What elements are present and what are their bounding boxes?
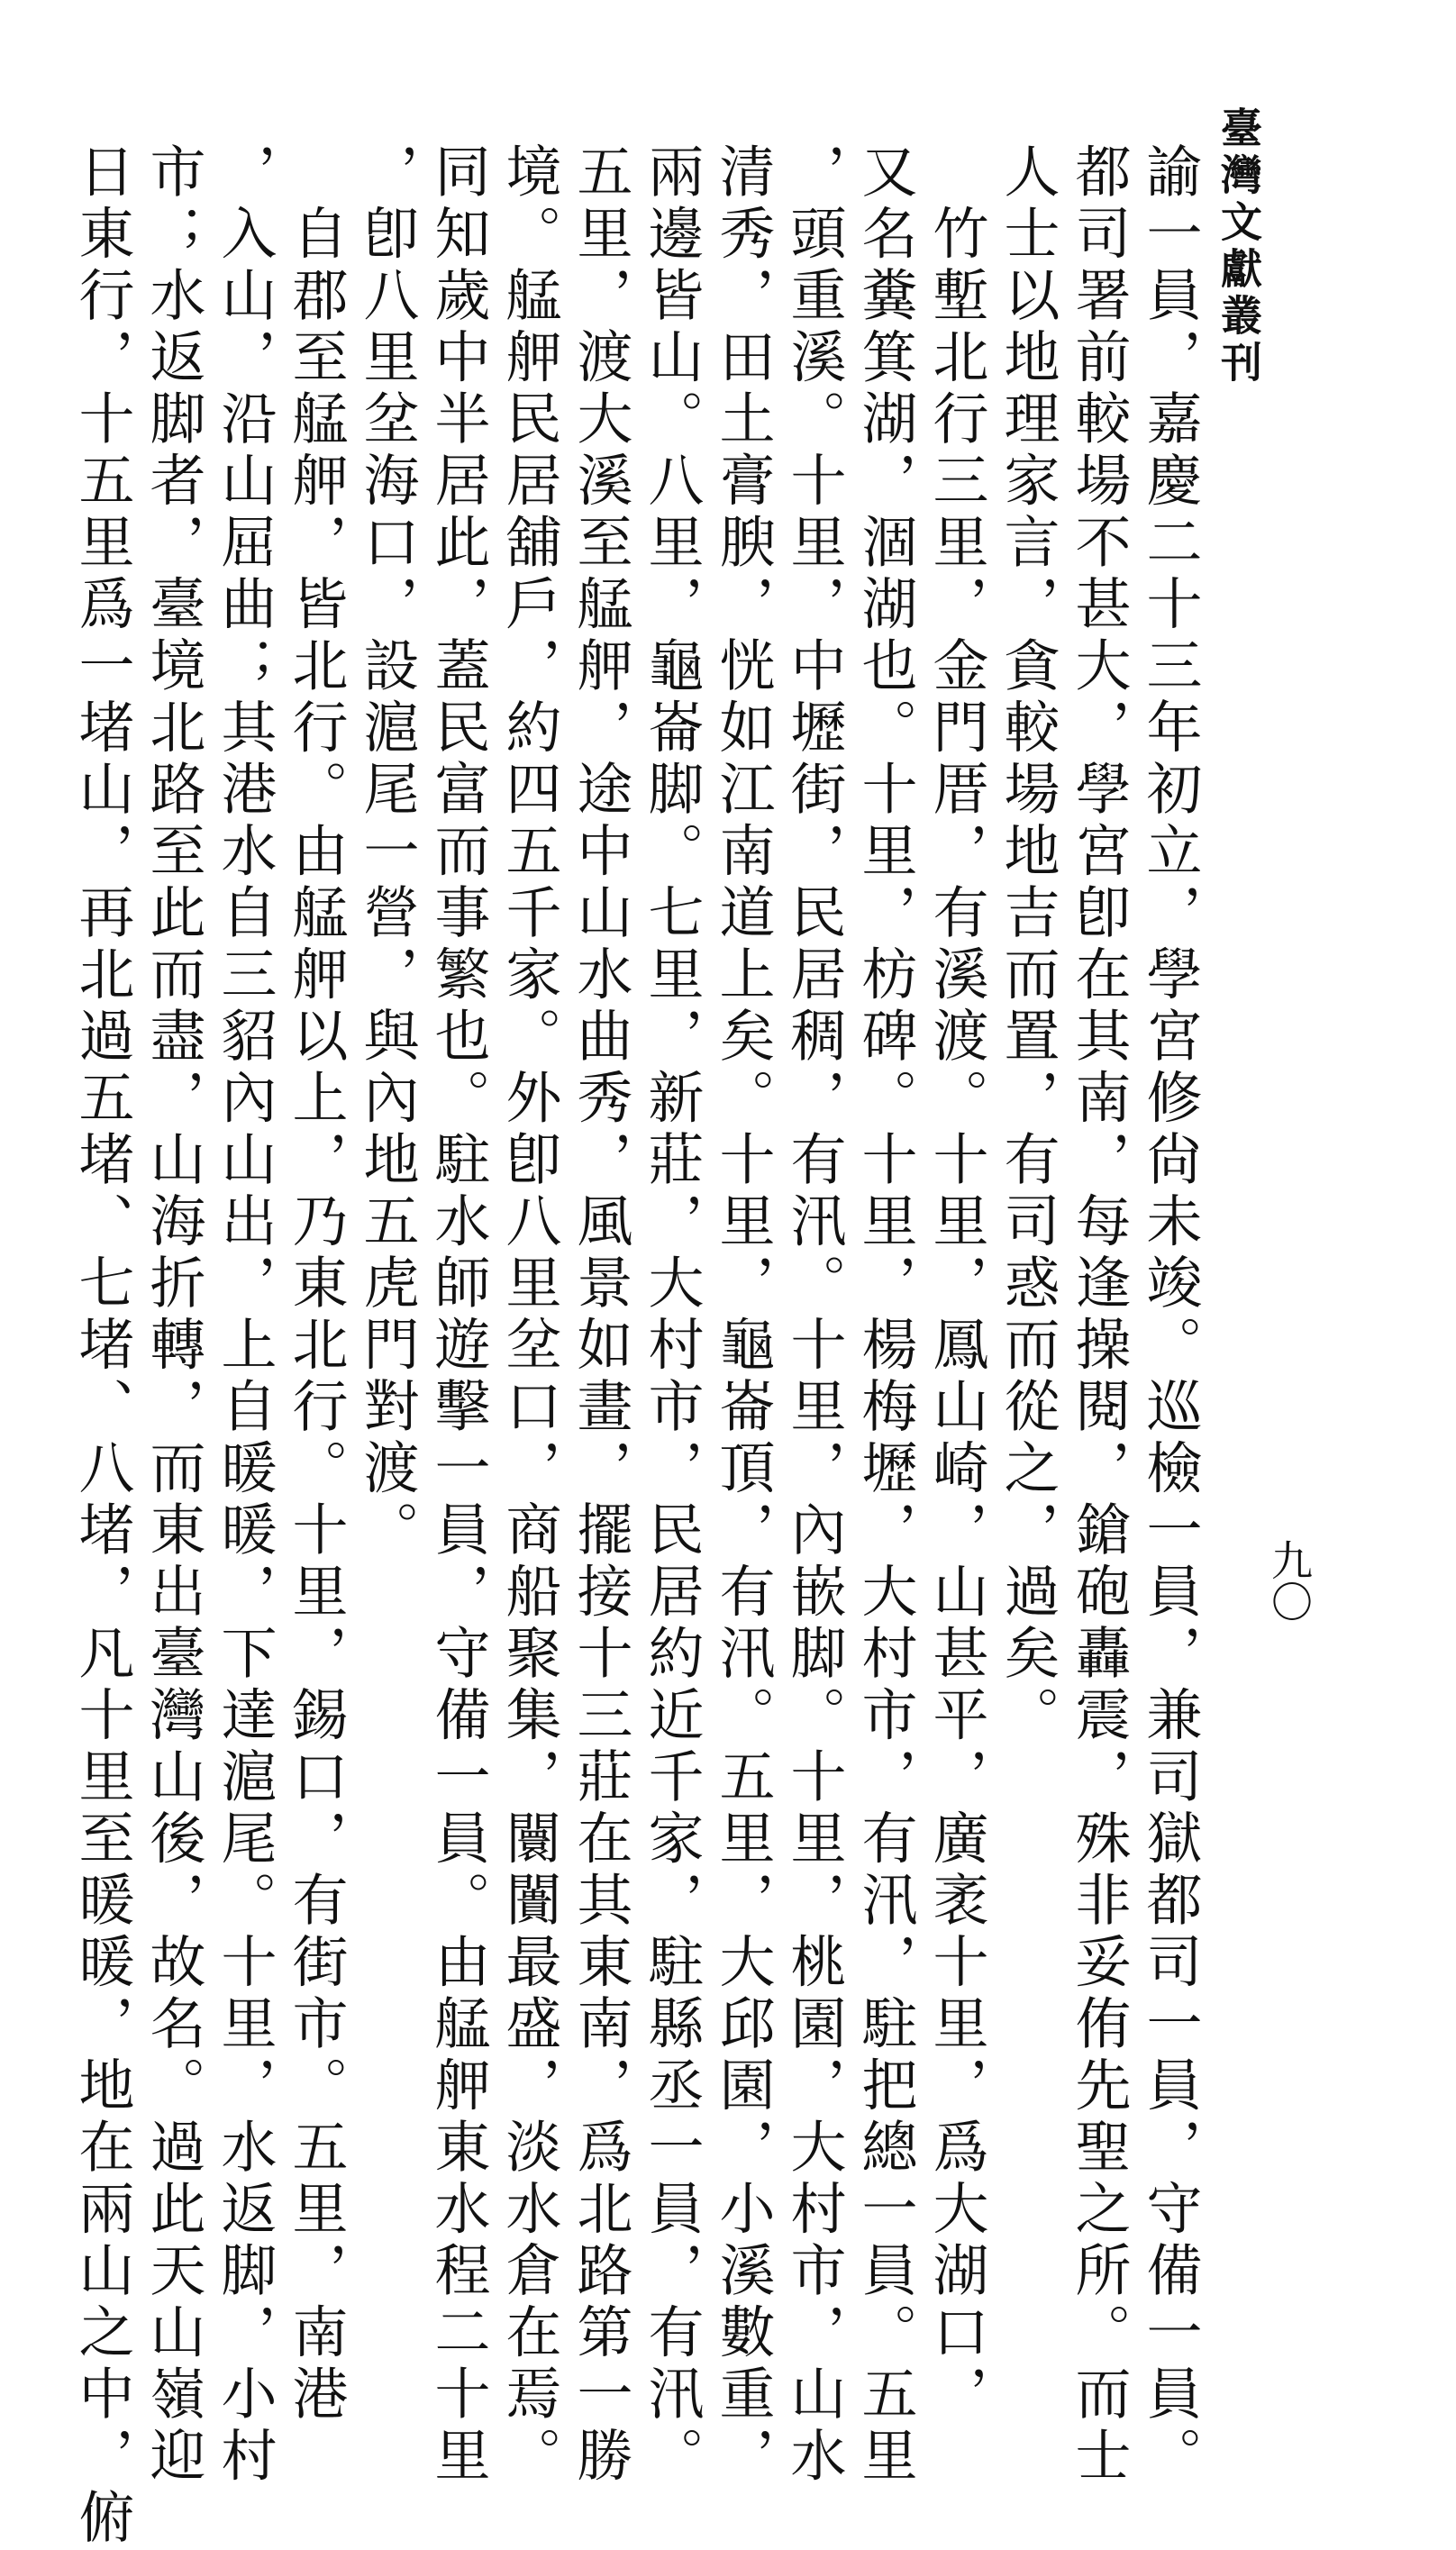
text-column: 市；水返脚者，臺境北路至此而盡，山海折轉，而東出臺灣山後，故名。過此天山嶺迎	[141, 142, 206, 2488]
text-column: 都司署前較場不甚大，學宮卽在其南，每逢操閱，鎗砲轟震，殊非妥侑先聖之所。而士	[1066, 142, 1132, 2488]
text-column: 兩邊皆山。八里，龜崙脚。七里，新莊，大村市，民居約近千家，駐縣丞一員，有汛。	[639, 142, 705, 2488]
text-column: 又名糞箕湖，涸湖也。十里，枋碑。十里，楊梅壢，大村市，有汛，駐把總一員。五里	[852, 142, 918, 2488]
vertical-text-body	[69, 142, 1206, 2550]
text-column: 清秀，田土膏腴，恍如江南道上矣。十里，龜崙頂，有汛。五里，大邱園，小溪數重，	[710, 142, 776, 2488]
text-column: 日東行，十五里爲一堵山，再北過五堵、七堵、八堵，凡十里至暖暖，地在兩山之中，俯	[69, 142, 135, 2550]
text-column: ，卽八里坌海口，設滬尾一營，與內地五虎門對渡。	[354, 142, 420, 1562]
text-column: 竹塹北行三里，金門厝，有溪渡。十里，鳳山崎，山甚平，廣袤十里，爲大湖口，	[924, 142, 989, 2427]
page-number: 九〇	[1265, 1539, 1314, 1622]
text-column: 境。艋舺民居舖戶，約四五千家。外卽八里坌口，商船聚集，闤闠最盛，淡水倉在焉。	[496, 142, 562, 2488]
text-column: 諭一員，嘉慶二十三年初立，學宮修尙未竣。巡檢一員，兼司獄都司一員，守備一員。	[1137, 142, 1203, 2488]
running-title: 臺灣文獻叢刊	[1215, 106, 1263, 387]
text-column: 五里，渡大溪至艋舺，途中山水曲秀，風景如畫，擺接十三莊在其東南，爲北路第一勝	[568, 142, 633, 2488]
text-column: 人士以地理家言，貪較場地吉而置，有司惑而從之，過矣。	[995, 142, 1060, 1747]
text-column: ，入山，沿山屈曲；其港水自三貂內山出，上自暖暖，下達滬尾。十里，水返脚，小村	[212, 142, 278, 2488]
text-column: 同知歲中半居此，蓋民富而事繁也。駐水師遊擊一員，守備一員。由艋舺東水程二十里	[425, 142, 491, 2488]
text-column: ，頭重溪。十里，中壢街，民居稠，有汛。十里，內嵌脚。十里，桃園，大村市，山水	[781, 142, 847, 2488]
text-column: 自郡至艋舺，皆北行。由艋舺以上，乃東北行。十里，錫口，有街市。五里，南港	[283, 142, 349, 2427]
